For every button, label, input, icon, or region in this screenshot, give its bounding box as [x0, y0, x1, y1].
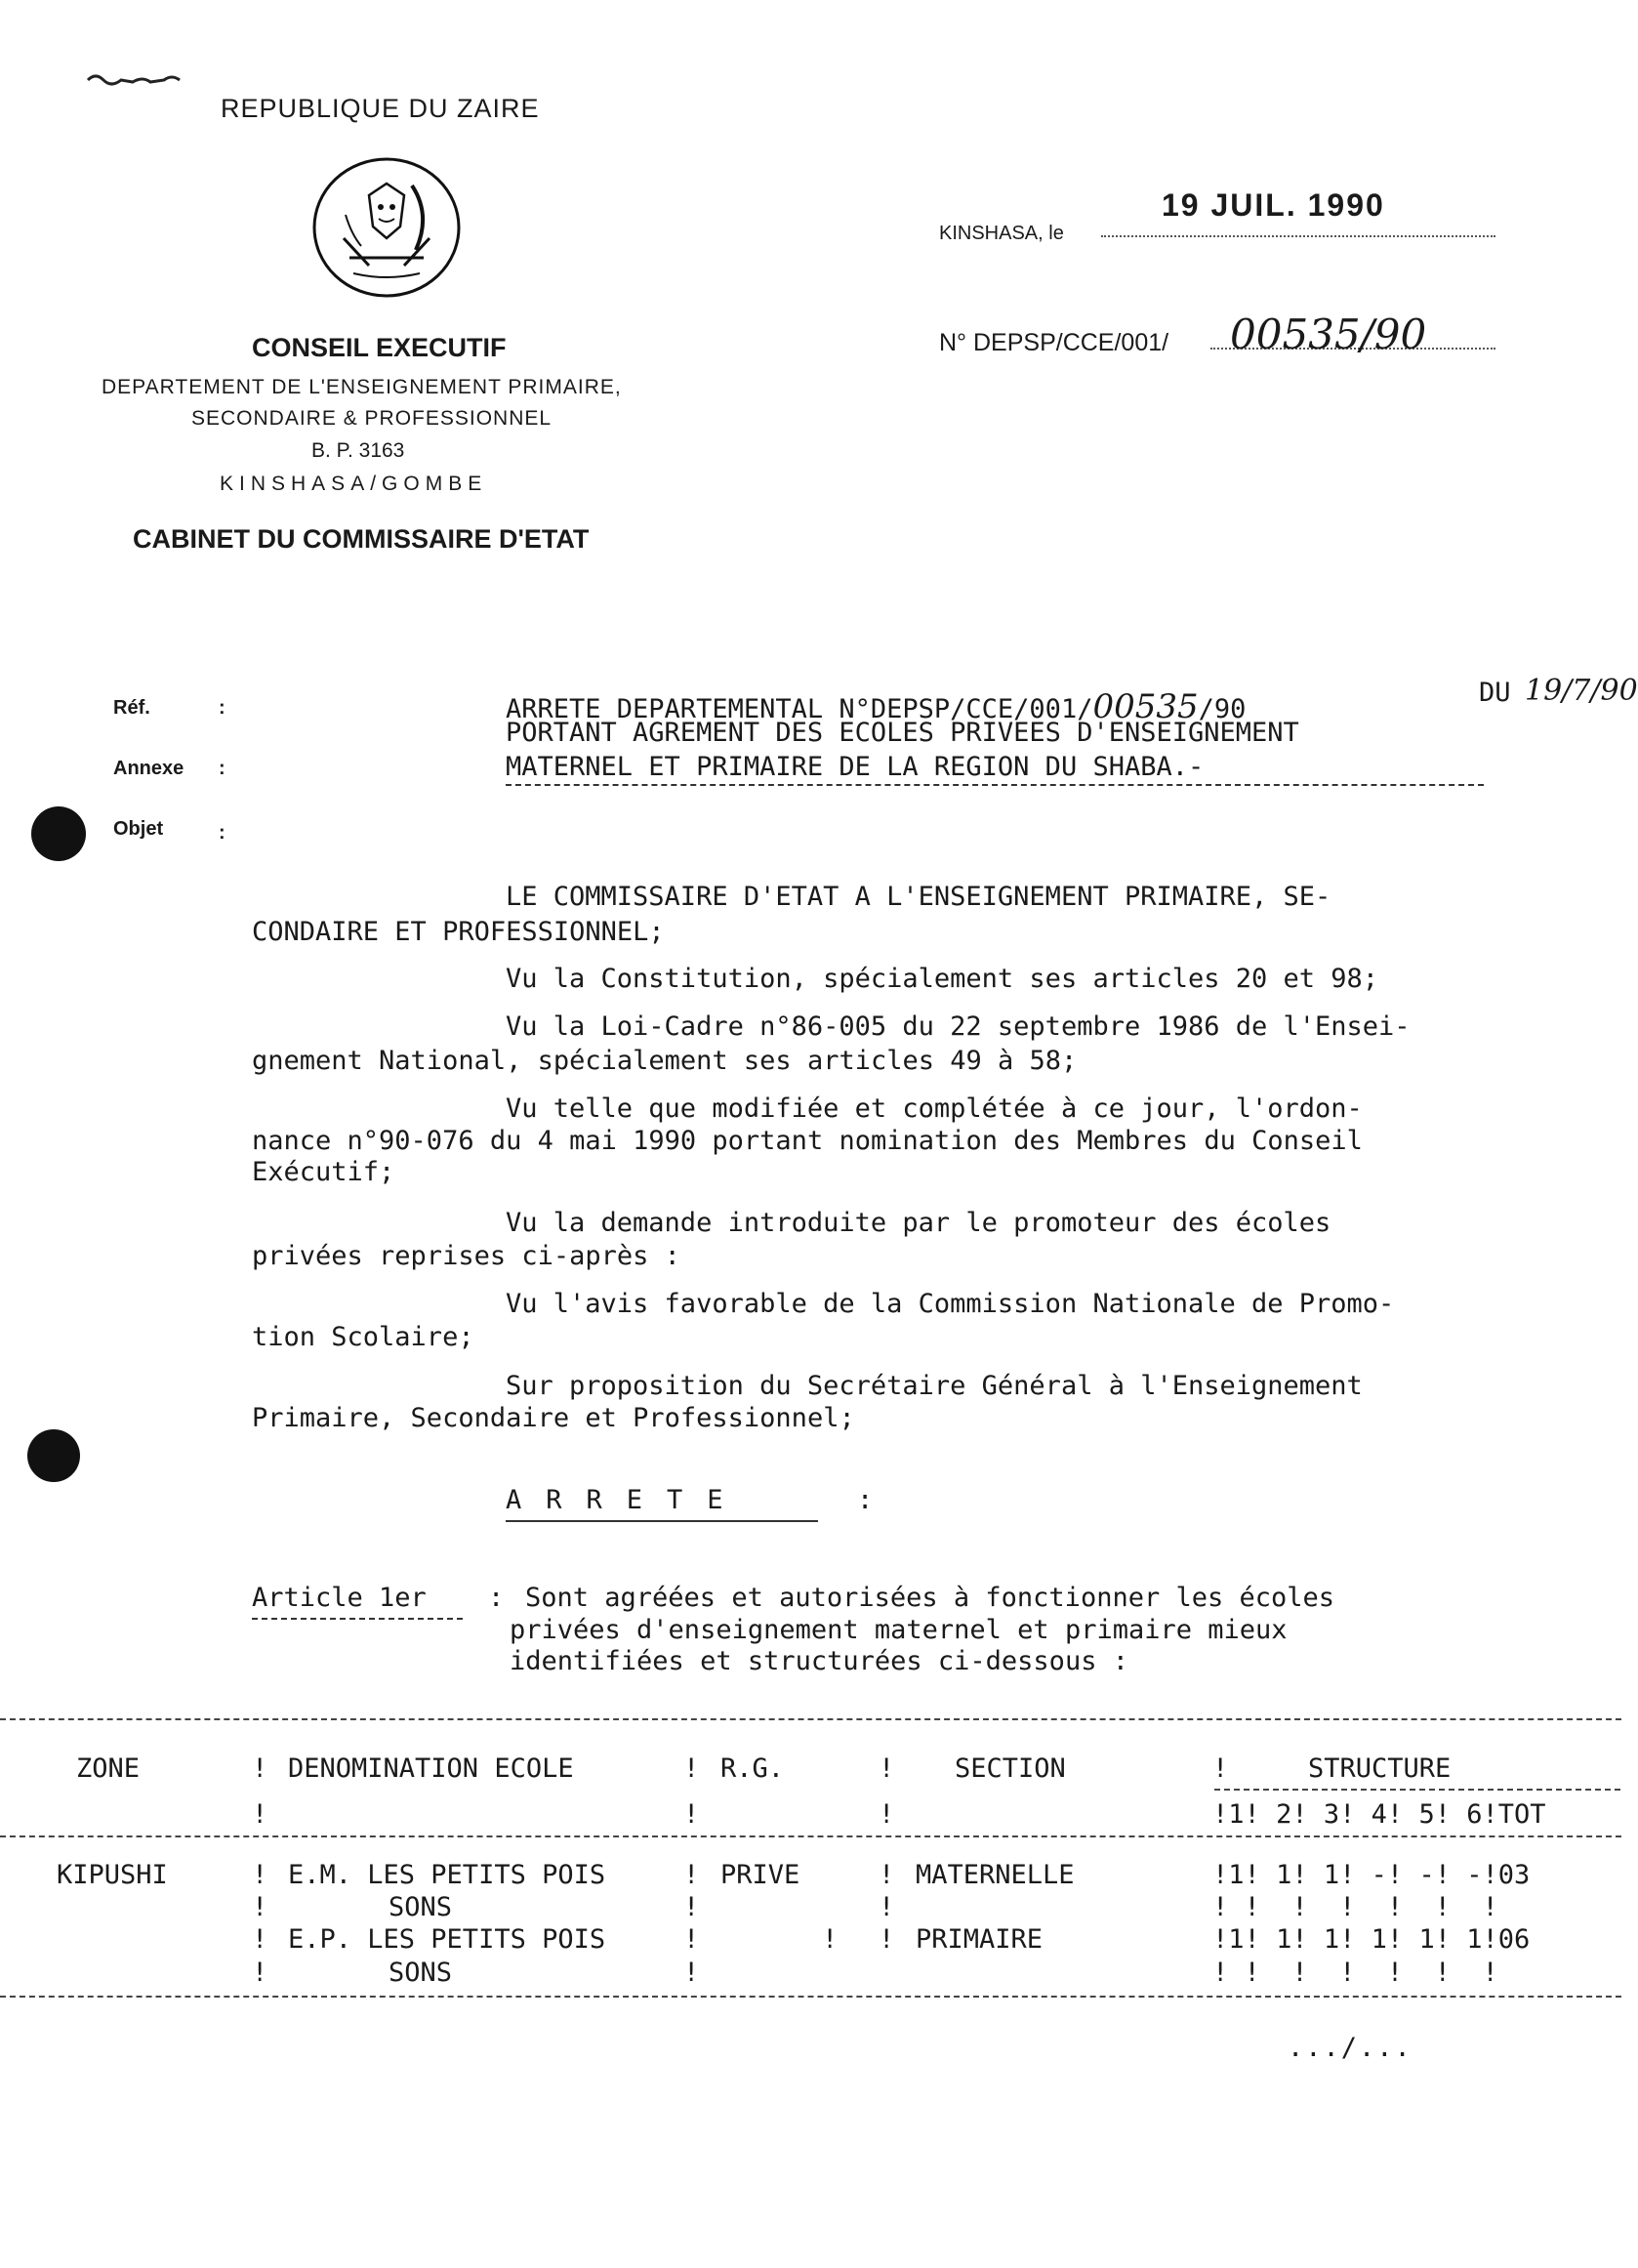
preamble-line: Exécutif; — [252, 1157, 395, 1187]
preamble-line: Vu telle que modifiée et complétée à ce jour, l'ordon- — [506, 1093, 1363, 1124]
structure-col-header-row: !1! 2! 3! 4! 5! 6!TOT — [1212, 1799, 1546, 1830]
table-bottom-rule — [0, 1996, 1621, 1998]
preamble-line: CONDAIRE ET PROFESSIONNEL; — [252, 917, 665, 947]
row-1-name: E.M. LES PETITS POIS — [288, 1860, 606, 1890]
row-1-section: MATERNELLE — [916, 1860, 1075, 1890]
date-stamp: 19 JUIL. 1990 — [1162, 187, 1385, 223]
row-1-name-cont: SONS — [389, 1892, 453, 1922]
preamble-line: Sur proposition du Secrétaire Général à l'Enseignement — [506, 1371, 1363, 1401]
preamble-line: Vu la demande introduite par le promoteur des écoles — [506, 1208, 1331, 1238]
row-separator: ! — [683, 1860, 700, 1890]
structure-col-4: 4 — [1371, 1799, 1387, 1830]
place-label: KINSHASA, le — [939, 223, 1064, 244]
national-seal-emblem — [310, 156, 463, 299]
title-prefix: ARRETE DEPARTEMENTAL N°DEPSP/CCE/001/ — [506, 694, 1093, 724]
council-heading: CONSEIL EXECUTIF — [252, 333, 507, 362]
reference-number-label: N° DEPSP/CCE/001/ — [939, 329, 1169, 356]
arrete-heading: ARRETE — [506, 1485, 748, 1515]
header-rg: R.G. — [720, 1753, 785, 1784]
header-separator: ! — [879, 1799, 895, 1830]
objet-label: Objet — [113, 818, 164, 840]
row-separator: ! — [879, 1892, 895, 1922]
preamble-line: Primaire, Secondaire et Professionnel; — [252, 1403, 855, 1433]
preamble-line: gnement National, spécialement ses articles 49 à 58; — [252, 1046, 1078, 1076]
row-2-name-cont: SONS — [389, 1958, 453, 1988]
annexe-colon: : — [219, 758, 225, 779]
punch-hole-top — [31, 806, 86, 861]
title-suffix: /90 — [1198, 694, 1247, 724]
preamble-line: privées reprises ci-après : — [252, 1241, 680, 1271]
article-1-underline — [252, 1618, 463, 1620]
po-box: B. P. 3163 — [311, 439, 405, 462]
preamble-line: Vu l'avis favorable de la Commission Nationale de Promo- — [506, 1289, 1395, 1319]
row-separator: ! — [822, 1924, 839, 1955]
row-2-structure-cont: ! ! ! ! ! ! ! — [1212, 1958, 1498, 1988]
handwritten-reference-number: 00535/90 — [1230, 310, 1427, 358]
structure-col-3: 3 — [1323, 1799, 1340, 1830]
article-1-text: privées d'enseignement maternel et primaire mieux — [510, 1615, 1288, 1645]
structure-col-2: 2 — [1276, 1799, 1292, 1830]
structure-col-1: 1 — [1228, 1799, 1245, 1830]
row-1-zone: KIPUSHI — [57, 1860, 168, 1890]
cabinet-heading: CABINET DU COMMISSAIRE D'ETAT — [133, 524, 590, 554]
row-separator: ! — [252, 1860, 268, 1890]
ref-label: Réf. — [113, 697, 150, 719]
objet-colon: : — [219, 822, 225, 844]
structure-col-tot: TOT — [1497, 1799, 1546, 1830]
preamble-line: tion Scolaire; — [252, 1322, 474, 1352]
row-separator: ! — [683, 1958, 700, 1988]
row-2-structure: !1! 1! 1! 1! 1! 1!06 — [1212, 1924, 1531, 1955]
preamble-line: Vu la Constitution, spécialement ses articles 20 et 98; — [506, 964, 1379, 994]
row-separator: ! — [683, 1892, 700, 1922]
department-line-1: DEPARTEMENT DE L'ENSEIGNEMENT PRIMAIRE, — [102, 376, 622, 398]
header-denomination: DENOMINATION ECOLE — [288, 1753, 574, 1784]
row-separator: ! — [252, 1958, 268, 1988]
header-separator: ! — [1212, 1753, 1229, 1784]
republic-heading: REPUBLIQUE DU ZAIRE — [221, 94, 540, 123]
header-zone: ZONE — [76, 1753, 141, 1784]
article-1-text: identifiées et structurées ci-dessous : — [510, 1646, 1128, 1676]
title-handwritten-date: 19/7/90 — [1525, 674, 1638, 708]
header-separator: ! — [683, 1799, 700, 1830]
header-structure: STRUCTURE — [1308, 1753, 1452, 1784]
structure-underline — [1214, 1789, 1620, 1791]
table-top-rule — [0, 1718, 1621, 1720]
structure-col-6: 6 — [1466, 1799, 1483, 1830]
arrete-colon: : — [857, 1485, 874, 1515]
header-separator: ! — [683, 1753, 700, 1784]
row-1-rg: PRIVE — [720, 1860, 800, 1890]
row-separator: ! — [252, 1892, 268, 1922]
ref-colon: : — [219, 697, 225, 719]
structure-col-5: 5 — [1418, 1799, 1435, 1830]
title-line-3: MATERNEL ET PRIMAIRE DE LA REGION DU SHABA.- — [506, 752, 1205, 782]
department-line-2: SECONDAIRE & PROFESSIONNEL — [191, 407, 553, 430]
row-separator: ! — [879, 1860, 895, 1890]
title-du: DU — [1479, 678, 1511, 708]
row-2-section: PRIMAIRE — [916, 1924, 1044, 1955]
preamble-line: nance n°90-076 du 4 mai 1990 portant nomination des Membres du Conseil — [252, 1126, 1363, 1156]
date-dotted-line — [1101, 235, 1495, 237]
preamble-line: LE COMMISSAIRE D'ETAT A L'ENSEIGNEMENT PRIMAIRE, SE- — [506, 882, 1331, 912]
handwritten-scribble — [86, 70, 184, 90]
row-separator: ! — [683, 1924, 700, 1955]
table-header-rule — [0, 1835, 1621, 1837]
header-separator: ! — [879, 1753, 895, 1784]
city-heading: KINSHASA/GOMBE — [220, 473, 488, 495]
header-separator: ! — [252, 1799, 268, 1830]
annexe-label: Annexe — [113, 758, 184, 779]
article-1-colon: : — [488, 1583, 505, 1613]
row-separator: ! — [879, 1924, 895, 1955]
punch-hole-bottom — [27, 1429, 80, 1482]
arrete-underline — [506, 1520, 818, 1522]
row-1-structure-cont: ! ! ! ! ! ! ! — [1212, 1892, 1498, 1922]
row-1-structure: !1! 1! 1! -! -! -!03 — [1212, 1860, 1531, 1890]
header-separator: ! — [252, 1753, 268, 1784]
article-1-text: Sont agréées et autorisées à fonctionner les écoles — [525, 1583, 1335, 1613]
header-section: SECTION — [955, 1753, 1066, 1784]
continuation-marker: .../... — [1288, 2033, 1413, 2063]
title-underline — [506, 784, 1484, 786]
article-1-label: Article 1er — [252, 1583, 427, 1613]
title-line-2: PORTANT AGREMENT DES ECOLES PRIVEES D'ENSEIGNEMENT — [506, 718, 1299, 748]
preamble-line: Vu la Loi-Cadre n°86-005 du 22 septembre 1986 de l'Ensei- — [506, 1011, 1411, 1042]
row-separator: ! — [252, 1924, 268, 1955]
title-handwritten-number: 00535 — [1092, 687, 1199, 726]
row-2-name: E.P. LES PETITS POIS — [288, 1924, 606, 1955]
